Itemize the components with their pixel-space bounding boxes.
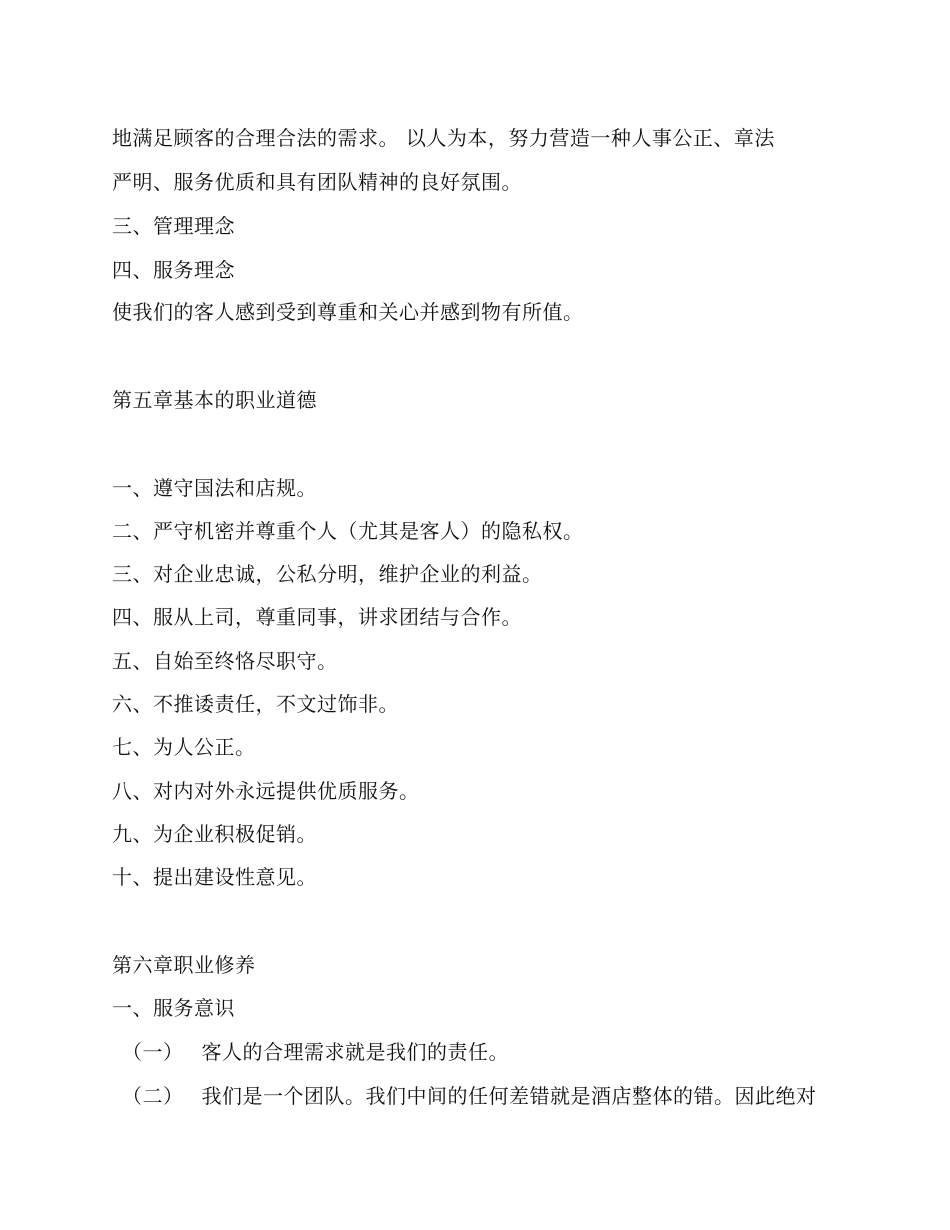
sub-list-item	[122, 1038, 509, 1066]
text: 一、服	[112, 996, 174, 1020]
list-item	[112, 603, 522, 631]
text: 四、	[112, 258, 153, 282]
chapter-5-heading	[112, 386, 317, 414]
list-item	[112, 560, 543, 588]
text: 第六章职业修养	[112, 953, 256, 977]
text: 第五章基本的职业道德	[112, 388, 317, 412]
text: 文过饰非。	[296, 692, 399, 716]
text: 使我们的客人感到受到尊重和关心并感到物有所值。	[112, 300, 584, 324]
text: 一、遵守国法和店规。	[112, 476, 317, 500]
list-item	[112, 647, 338, 675]
list-item	[112, 863, 317, 891]
text: 客人的合理需求就是我们的责任。	[201, 1040, 509, 1064]
list-item	[112, 474, 317, 502]
text: 我们是一个团队。我们中间的任何差错就是酒店整体的错。因此绝对	[201, 1084, 817, 1108]
text: 三、管理理念	[112, 214, 235, 238]
heading-management-philosophy	[112, 212, 235, 240]
text: 不	[276, 692, 297, 716]
sub-list-item	[122, 1082, 817, 1110]
text: 三、对企业忠诚，	[112, 562, 276, 586]
text: 推诿责任，	[173, 692, 276, 716]
paragraph-line	[112, 298, 584, 326]
text: 四、服从上司，尊重同事，	[112, 605, 358, 629]
text: 六、不	[112, 692, 174, 716]
text: 九、为企业积极促销。	[112, 822, 317, 846]
text: 务意识	[173, 996, 235, 1020]
list-item	[112, 733, 256, 761]
text: 严明、服务优质和具有团队精神的良好氛围。	[112, 170, 522, 194]
list-item	[112, 690, 399, 718]
chapter-6-heading	[112, 951, 256, 979]
text: 维护企业的利益。	[378, 562, 543, 586]
list-marker: （二）	[122, 1084, 184, 1108]
text: 二、严守机密并尊重个人（尤其是客人）的隐私权。	[112, 519, 584, 543]
text: 地满足顾客的合理合法的需求。 以人为本，努力营造一种人事公正、章法	[112, 126, 775, 150]
text: 务理念	[173, 258, 235, 282]
text: 服	[153, 258, 174, 282]
text: 五、自始至终恪尽职守。	[112, 649, 338, 673]
list-item	[112, 777, 420, 805]
text: 十、提出建设性意见。	[112, 865, 317, 889]
paragraph-line	[112, 124, 775, 152]
text: 八、对内对外永远提供优质服务。	[112, 779, 420, 803]
list-marker: （一）	[122, 1040, 184, 1064]
list-item	[112, 517, 584, 545]
text: 公私分明，	[276, 562, 379, 586]
section-heading	[112, 994, 235, 1022]
text: 七、为人公正。	[112, 735, 256, 759]
paragraph-line	[112, 168, 522, 196]
heading-service-philosophy	[112, 256, 235, 284]
text: 讲求团结与合作。	[358, 605, 522, 629]
list-item	[112, 820, 317, 848]
